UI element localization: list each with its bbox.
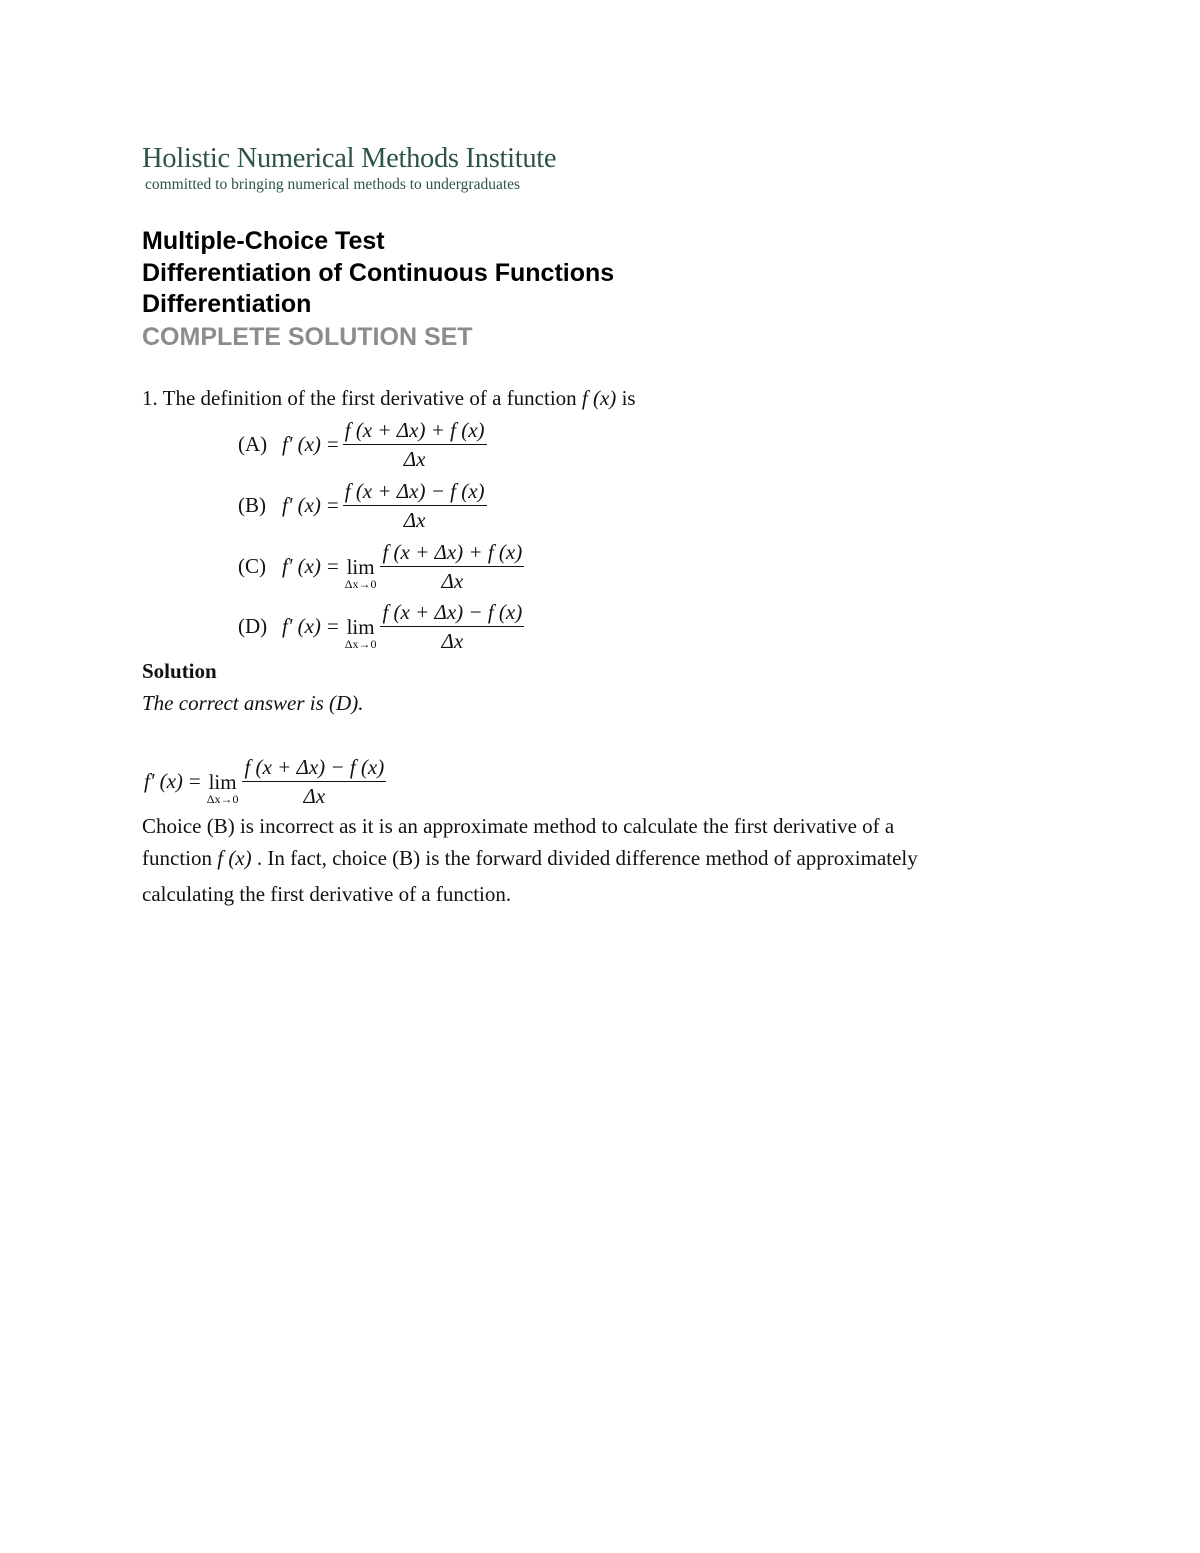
option-c bbox=[238, 540, 524, 593]
equals-sign: = bbox=[188, 769, 201, 793]
limit-subscript: Δx→0 bbox=[344, 576, 377, 591]
limit-word: lim bbox=[346, 614, 375, 639]
fraction bbox=[242, 755, 386, 808]
denominator: Δx bbox=[403, 508, 426, 532]
fraction bbox=[343, 479, 487, 532]
denominator: Δx bbox=[303, 784, 326, 808]
option-label: (D) bbox=[238, 614, 268, 638]
question-text bbox=[142, 385, 636, 411]
option-label: (B) bbox=[238, 493, 266, 517]
numerator: f (x + Δx) + f (x) bbox=[343, 418, 487, 445]
numerator: f (x + Δx) − f (x) bbox=[242, 755, 386, 782]
limit-word: lim bbox=[346, 554, 375, 579]
formula-lhs: f' (x) bbox=[144, 769, 183, 793]
topic-title: Differentiation of Continuous Functions bbox=[142, 259, 615, 287]
logo-tagline: committed to bringing numerical methods to undergraduates bbox=[145, 176, 521, 193]
equals-sign: = bbox=[326, 614, 339, 638]
denominator: Δx bbox=[403, 447, 426, 471]
equals-sign: = bbox=[326, 432, 339, 456]
limit-word: lim bbox=[208, 769, 237, 794]
numerator: f (x + Δx) + f (x) bbox=[380, 540, 524, 567]
option-a bbox=[238, 418, 487, 471]
question-prefix: 1. The definition of the first derivative of a function bbox=[142, 386, 582, 410]
denominator: Δx bbox=[441, 629, 464, 653]
option-d bbox=[238, 600, 524, 653]
fraction bbox=[343, 418, 487, 471]
formula-lhs: f' (x) bbox=[282, 493, 321, 517]
equals-sign: = bbox=[326, 493, 339, 517]
solution-formula bbox=[144, 755, 386, 808]
limit-operator bbox=[345, 616, 377, 650]
numerator: f (x + Δx) − f (x) bbox=[380, 600, 524, 627]
formula-lhs: f' (x) bbox=[282, 432, 321, 456]
explanation-line-1: Choice (B) is incorrect as it is an approximate method to calculate the first derivative of a bbox=[142, 814, 895, 838]
formula-lhs: f' (x) bbox=[282, 554, 321, 578]
numerator: f (x + Δx) − f (x) bbox=[343, 479, 487, 506]
solution-set-label: COMPLETE SOLUTION SET bbox=[142, 323, 473, 351]
institute-logo bbox=[142, 142, 556, 194]
limit-subscript: Δx→0 bbox=[206, 791, 239, 806]
question-function: f (x) bbox=[581, 386, 617, 410]
fraction bbox=[380, 540, 524, 593]
explanation-line-3: calculating the first derivative of a function. bbox=[142, 882, 512, 906]
limit-subscript: Δx→0 bbox=[344, 636, 377, 651]
denominator: Δx bbox=[441, 569, 464, 593]
limit-operator bbox=[345, 556, 377, 590]
solution-heading: Solution bbox=[142, 659, 217, 683]
fraction bbox=[380, 600, 524, 653]
option-label: (A) bbox=[238, 432, 268, 456]
subject-title: Differentiation bbox=[142, 290, 312, 318]
logo-title: Holistic Numerical Methods Institute bbox=[142, 143, 557, 174]
explanation-text: function bbox=[142, 846, 218, 870]
formula-lhs: f' (x) bbox=[282, 614, 321, 638]
limit-operator bbox=[207, 771, 239, 805]
solution-answer: The correct answer is (D). bbox=[142, 691, 364, 715]
explanation-function: f (x) bbox=[217, 846, 252, 870]
question-suffix: is bbox=[616, 386, 636, 410]
explanation-text: . In fact, choice (B) is the forward divided difference method of approximately bbox=[251, 846, 918, 870]
explanation-line-2 bbox=[142, 845, 918, 871]
equals-sign: = bbox=[326, 554, 339, 578]
option-label: (C) bbox=[238, 554, 266, 578]
option-b bbox=[238, 479, 487, 532]
test-title: Multiple-Choice Test bbox=[142, 227, 385, 255]
